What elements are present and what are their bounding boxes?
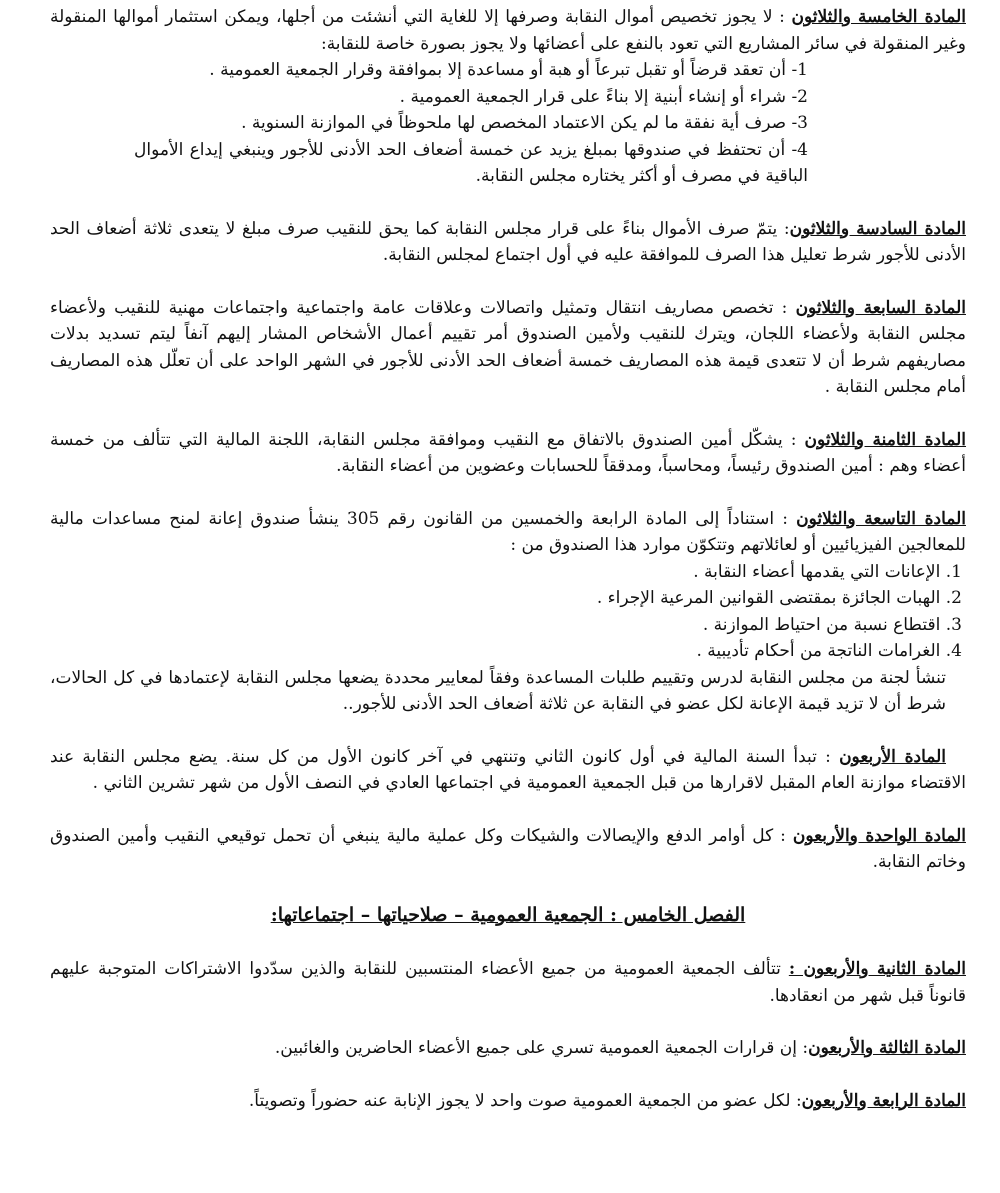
article-43-heading: المادة الثالثة والأربعون bbox=[808, 1038, 966, 1058]
list-item-text: صرف أية نفقة ما لم يكن الاعتماد المخصص لها ملحوظاً في الموازنة السنوية . bbox=[241, 113, 787, 133]
list-item-text: اقتطاع نسبة من احتياط الموازنة . bbox=[702, 614, 941, 635]
article-37-body bbox=[50, 295, 966, 401]
list-item-number: -3 bbox=[791, 113, 808, 133]
article-36-text: : يتمّ صرف الأموال بناءً على قرار مجلس النقابة كما يحق للنقيب صرف مبلغ لا يتعدى ثلاثة أضعاف الحد الأدنى للأجور شرط تعليل هذا الصرف للموافقة عليه في أول اجتماع لمجلس النقابة. bbox=[50, 218, 966, 265]
list-item bbox=[50, 612, 966, 639]
list-item-number: -2 bbox=[791, 86, 808, 107]
article-38-heading: المادة الثامنة والثلاثون bbox=[804, 429, 967, 450]
article-42-heading: المادة الثانية والأربعون : bbox=[788, 959, 966, 979]
article-44 bbox=[50, 1088, 966, 1115]
article-43-text: : إن قرارات الجمعية العمومية تسري على جميع الأعضاء الحاضرين والغائبين. bbox=[274, 1038, 809, 1058]
article-41-text: : كل أوامر الدفع والإيصالات والشيكات وكل عملية مالية ينبغي أن تحمل توقيعي النقيب وأمين الصندوق وخاتم النقابة. bbox=[50, 825, 966, 872]
article-40-heading: المادة الأربعون bbox=[839, 746, 947, 767]
article-41-body bbox=[50, 823, 966, 876]
list-item bbox=[50, 84, 966, 111]
list-item-number: -1 bbox=[791, 60, 808, 80]
article-39-intro-text: : استناداً إلى المادة الرابعة والخمسين من القانون رقم 305 ينشأ صندوق إعانة لمنح مساعدات مالية للمعالجين الفيزيائيين أو لعائلاتهم وتتكوّن موارد هذا الصندوق من : bbox=[50, 508, 966, 555]
article-36-heading: المادة السادسة والثلاثون bbox=[789, 218, 966, 239]
article-39 bbox=[50, 506, 966, 718]
article-42 bbox=[50, 956, 966, 1009]
article-37-heading: المادة السابعة والثلاثون bbox=[795, 297, 966, 318]
article-39-closing: تنشأ لجنة من مجلس النقابة لدرس وتقييم طلبات المساعدة وفقاً لمعايير محددة يضعها مجلس النقابة لإعتمادها في كل الحالات، شرط أن لا تزيد قيمة الإعانة لكل عضو في النقابة عن ثلاثة أضعاف الحد الأدنى للأجور.. bbox=[50, 667, 946, 714]
list-item-text: أن تعقد قرضاً أو تقبل تبرعاً أو هبة أو مساعدة إلا بموافقة وقرار الجمعية العمومية . bbox=[209, 60, 787, 80]
article-35-heading: المادة الخامسة والثلاثون bbox=[791, 7, 966, 27]
list-item-text: الغرامات الناتجة من أحكام تأديبية . bbox=[696, 641, 941, 661]
list-item-text: الهبات الجائزة بمقتضى القوانين المرعية الإجراء . bbox=[596, 588, 941, 608]
article-35-intro bbox=[50, 4, 966, 57]
article-44-body bbox=[50, 1088, 966, 1115]
list-item-number: .1 bbox=[945, 561, 962, 582]
list-item bbox=[50, 585, 966, 612]
article-37 bbox=[50, 295, 966, 401]
article-38 bbox=[50, 427, 966, 480]
article-43-body bbox=[50, 1035, 966, 1062]
article-40-text: : تبدأ السنة المالية في أول كانون الثاني وتنتهي في آخر كانون الأول من كل سنة. يضع مجلس النقابة عند الاقتضاء موازنة العام المقبل لاقرارها من قبل الجمعية العمومية في اجتماعها العادي في النصف الأول من شهر تشرين الثاني . bbox=[50, 746, 966, 793]
article-35 bbox=[50, 4, 966, 190]
article-44-text: : لكل عضو من الجمعية العمومية صوت واحد لا يجوز الإنابة عنه حضوراً وتصويتاً. bbox=[248, 1090, 802, 1111]
article-39-heading: المادة التاسعة والثلاثون bbox=[796, 508, 966, 529]
list-item-text: شراء أو إنشاء أبنية إلا بناءً على قرار الجمعية العمومية . bbox=[399, 86, 787, 107]
list-item-number: .3 bbox=[945, 614, 962, 635]
article-40 bbox=[50, 744, 966, 797]
article-37-text: : تخصص مصاريف انتقال وتمثيل واتصالات وعلاقات عامة واجتماعية واجتماعات مهنية للنقيب ولأعضاء مجلس النقابة ولأعضاء اللجان، ويترك للنقيب ولأمين الصندوق أمر تقييم أعمال الأشخاص المشار إليهم آنفاً ليتم تسديد بدلات مصاريفهم شرط أن لا تتعدى قيمة هذه المصاريف خمسة أضعاف الحد الأدنى للأجور في الشهر الواحد على أن تعلّل هذه المصاريف أمام مجلس النقابة . bbox=[50, 297, 966, 397]
list-item-number: -4 bbox=[791, 139, 808, 160]
article-41-heading: المادة الواحدة والأربعون bbox=[792, 825, 966, 846]
article-42-body bbox=[50, 956, 966, 1009]
article-43 bbox=[50, 1035, 966, 1062]
list-item bbox=[50, 137, 966, 190]
list-item-number: .4 bbox=[945, 641, 962, 661]
article-39-intro bbox=[50, 506, 966, 559]
list-item bbox=[50, 638, 966, 665]
article-36 bbox=[50, 216, 966, 269]
article-41 bbox=[50, 823, 966, 876]
article-36-body bbox=[50, 216, 966, 269]
list-item bbox=[50, 559, 966, 586]
article-44-heading: المادة الرابعة والأربعون bbox=[801, 1090, 966, 1111]
article-35-list bbox=[50, 57, 966, 190]
article-39-list bbox=[50, 559, 966, 665]
list-item-text: أن تحتفظ في صندوقها بمبلغ يزيد عن خمسة أضعاف الحد الأدنى للأجور وينبغي إيداع الأموال الباقية في مصرف أو أكثر يختاره مجلس النقابة. bbox=[134, 139, 808, 186]
article-42-text: تتألف الجمعية العمومية من جميع الأعضاء المنتسبين للنقابة والذين سدّدوا الاشتراكات المتوجبة عليهم قانوناً قبل شهر من انعقادها. bbox=[50, 959, 966, 1006]
list-item-number: .2 bbox=[945, 588, 962, 608]
list-item bbox=[50, 57, 966, 84]
list-item-text: الإعانات التي يقدمها أعضاء النقابة . bbox=[693, 561, 941, 582]
article-38-text: : يشكّل أمين الصندوق بالاتفاق مع النقيب وموافقة مجلس النقابة، اللجنة المالية التي تتألف من خمسة أعضاء وهم : أمين الصندوق رئيساً، ومحاسباً، ومدققاً للحسابات وعضوين من أعضاء النقابة. bbox=[50, 429, 966, 476]
list-item bbox=[50, 110, 966, 137]
article-40-body bbox=[50, 744, 966, 797]
article-35-intro-text: : لا يجوز تخصيص أموال النقابة وصرفها إلا للغاية التي أنشئت من أجلها، ويمكن استثمار أموالها المنقولة وغير المنقولة في سائر المشاريع التي تعود بالنفع على أعضائها ولا يجوز بصورة خاصة للنقابة: bbox=[50, 7, 966, 54]
chapter-5-title: الفصل الخامس : الجمعية العمومية – صلاحياتها – اجتماعاتها: bbox=[270, 903, 746, 926]
article-38-body bbox=[50, 427, 966, 480]
